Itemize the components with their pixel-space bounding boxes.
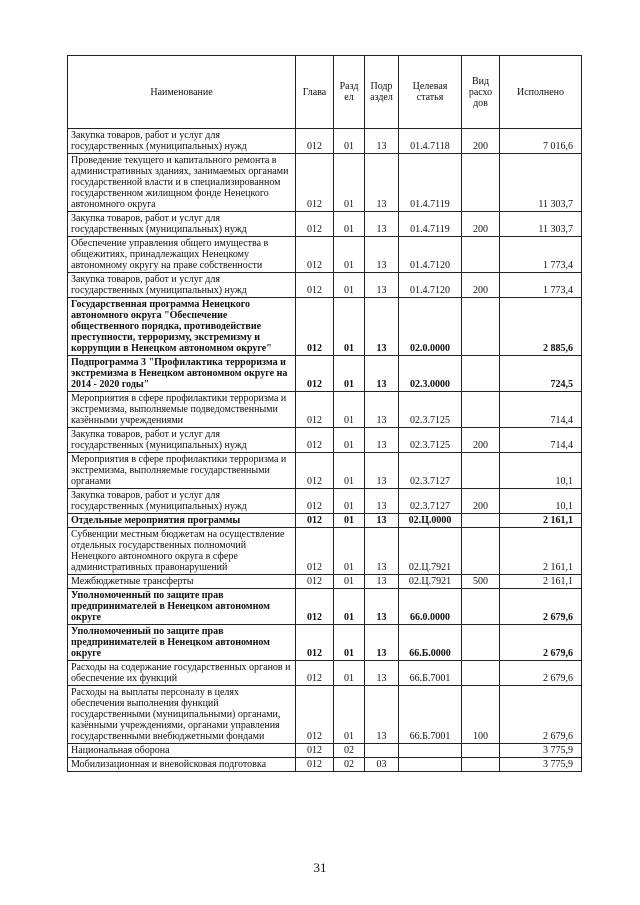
cell-celevaya: 02.3.7125 xyxy=(399,428,462,453)
table-row xyxy=(68,489,582,514)
cell-podrazdel: 13 xyxy=(365,237,399,273)
cell-podrazdel: 13 xyxy=(365,129,399,154)
cell-name: Закупка товаров, работ и услуг для государственных (муниципальных) нужд xyxy=(68,273,296,298)
cell-razdel: 01 xyxy=(334,589,365,625)
cell-glava: 012 xyxy=(296,661,334,686)
cell-name: Национальная оборона xyxy=(68,744,296,758)
cell-podrazdel: 13 xyxy=(365,428,399,453)
header-glava: Глава xyxy=(296,56,334,129)
table-row xyxy=(68,273,582,298)
cell-name: Субвенции местным бюджетам на осуществление отдельных государственных полномочий Ненецкого автономного округа в сфере административных правонарушений xyxy=(68,528,296,575)
cell-glava: 012 xyxy=(296,154,334,212)
cell-name: Отдельные мероприятия программы xyxy=(68,514,296,528)
table-row xyxy=(68,298,582,356)
cell-glava: 012 xyxy=(296,392,334,428)
header-celevaya: Целевая статья xyxy=(399,56,462,129)
cell-name: Государственная программа Ненецкого автономного округа "Обеспечение общественного порядка, противодействие преступности, терроризму, экстремизму и коррупции в Ненецком автономном округе" xyxy=(68,298,296,356)
budget-table xyxy=(67,55,582,772)
cell-ispolneno: 10,1 xyxy=(500,489,582,514)
cell-glava: 012 xyxy=(296,686,334,744)
cell-glava: 012 xyxy=(296,575,334,589)
page-number: 31 xyxy=(313,860,327,875)
cell-razdel: 01 xyxy=(334,298,365,356)
cell-razdel: 01 xyxy=(334,625,365,661)
table-row xyxy=(68,758,582,772)
cell-ispolneno: 11 303,7 xyxy=(500,212,582,237)
cell-podrazdel: 13 xyxy=(365,589,399,625)
cell-vid xyxy=(462,514,500,528)
cell-name: Уполномоченный по защите прав предпринимателей в Ненецком автономном округе xyxy=(68,625,296,661)
cell-glava: 012 xyxy=(296,514,334,528)
table-row xyxy=(68,129,582,154)
cell-ispolneno: 2 161,1 xyxy=(500,528,582,575)
header-podrazdel: Подр аздел xyxy=(365,56,399,129)
cell-vid xyxy=(462,661,500,686)
cell-podrazdel: 13 xyxy=(365,575,399,589)
cell-razdel: 01 xyxy=(334,453,365,489)
cell-ispolneno: 3 775,9 xyxy=(500,758,582,772)
cell-vid xyxy=(462,453,500,489)
table-row xyxy=(68,154,582,212)
cell-glava: 012 xyxy=(296,489,334,514)
cell-glava: 012 xyxy=(296,298,334,356)
cell-glava: 012 xyxy=(296,758,334,772)
cell-celevaya: 01.4.7119 xyxy=(399,154,462,212)
cell-vid xyxy=(462,237,500,273)
cell-vid xyxy=(462,356,500,392)
table-row xyxy=(68,625,582,661)
table-row xyxy=(68,686,582,744)
cell-celevaya: 66.Б.7001 xyxy=(399,661,462,686)
cell-ispolneno: 2 679,6 xyxy=(500,661,582,686)
cell-glava: 012 xyxy=(296,528,334,575)
cell-razdel: 01 xyxy=(334,154,365,212)
cell-podrazdel: 13 xyxy=(365,686,399,744)
cell-ispolneno: 2 885,6 xyxy=(500,298,582,356)
cell-vid: 200 xyxy=(462,428,500,453)
cell-razdel: 01 xyxy=(334,237,365,273)
cell-glava: 012 xyxy=(296,273,334,298)
cell-razdel: 02 xyxy=(334,758,365,772)
table-row xyxy=(68,528,582,575)
header-ispolneno: Исполнено xyxy=(500,56,582,129)
cell-vid xyxy=(462,589,500,625)
cell-name: Подпрограмма 3 "Профилактика терроризма и экстремизма в Ненецком автономном округе на 2014 - 2020 годы" xyxy=(68,356,296,392)
cell-razdel: 01 xyxy=(334,686,365,744)
cell-vid: 200 xyxy=(462,129,500,154)
cell-name: Мобилизационная и вневойсковая подготовка xyxy=(68,758,296,772)
cell-celevaya: 02.Ц.0000 xyxy=(399,514,462,528)
cell-celevaya: 02.3.7127 xyxy=(399,453,462,489)
cell-name: Обеспечение управления общего имущества в общежитиях, принадлежащих Ненецкому автономному округу на праве собственности xyxy=(68,237,296,273)
cell-name: Закупка товаров, работ и услуг для государственных (муниципальных) нужд xyxy=(68,212,296,237)
cell-celevaya xyxy=(399,744,462,758)
cell-name: Проведение текущего и капитального ремонта в административных зданиях, занимаемых органами государственной власти и в специализированном государственном жилищном фонде Ненецкого автономного округа xyxy=(68,154,296,212)
table-row xyxy=(68,453,582,489)
cell-razdel: 01 xyxy=(334,273,365,298)
cell-ispolneno: 2 679,6 xyxy=(500,589,582,625)
header-name: Наименование xyxy=(68,56,296,129)
cell-celevaya: 01.4.7119 xyxy=(399,212,462,237)
cell-ispolneno: 7 016,6 xyxy=(500,129,582,154)
cell-podrazdel: 13 xyxy=(365,154,399,212)
cell-name: Расходы на содержание государственных органов и обеспечение их функций xyxy=(68,661,296,686)
cell-ispolneno: 11 303,7 xyxy=(500,154,582,212)
cell-name: Межбюджетные трансферты xyxy=(68,575,296,589)
table-row xyxy=(68,514,582,528)
cell-podrazdel xyxy=(365,744,399,758)
cell-glava: 012 xyxy=(296,237,334,273)
cell-podrazdel: 13 xyxy=(365,298,399,356)
cell-celevaya: 02.3.0000 xyxy=(399,356,462,392)
cell-glava: 012 xyxy=(296,212,334,237)
cell-celevaya: 66.0.0000 xyxy=(399,589,462,625)
cell-name: Закупка товаров, работ и услуг для государственных (муниципальных) нужд xyxy=(68,129,296,154)
cell-celevaya: 01.4.7120 xyxy=(399,273,462,298)
cell-celevaya: 02.Ц.7921 xyxy=(399,528,462,575)
header-razdel: Разд ел xyxy=(334,56,365,129)
cell-celevaya: 02.0.0000 xyxy=(399,298,462,356)
cell-celevaya xyxy=(399,758,462,772)
cell-name: Уполномоченный по защите прав предпринимателей в Ненецком автономном округе xyxy=(68,589,296,625)
cell-glava: 012 xyxy=(296,744,334,758)
cell-celevaya: 02.3.7127 xyxy=(399,489,462,514)
cell-glava: 012 xyxy=(296,453,334,489)
cell-podrazdel: 13 xyxy=(365,489,399,514)
cell-name: Мероприятия в сфере профилактики терроризма и экстремизма, выполняемые государственными органами xyxy=(68,453,296,489)
cell-ispolneno: 2 161,1 xyxy=(500,575,582,589)
cell-podrazdel: 13 xyxy=(365,356,399,392)
cell-razdel: 02 xyxy=(334,744,365,758)
cell-glava: 012 xyxy=(296,625,334,661)
cell-vid: 100 xyxy=(462,686,500,744)
cell-ispolneno: 2 679,6 xyxy=(500,686,582,744)
cell-vid xyxy=(462,392,500,428)
cell-glava: 012 xyxy=(296,356,334,392)
cell-vid: 200 xyxy=(462,489,500,514)
table-row xyxy=(68,575,582,589)
cell-ispolneno: 1 773,4 xyxy=(500,273,582,298)
cell-podrazdel: 13 xyxy=(365,661,399,686)
cell-razdel: 01 xyxy=(334,661,365,686)
cell-podrazdel: 13 xyxy=(365,392,399,428)
cell-razdel: 01 xyxy=(334,489,365,514)
cell-name: Мероприятия в сфере профилактики терроризма и экстремизма, выполняемые подведомственными казёнными учреждениями xyxy=(68,392,296,428)
cell-glava: 012 xyxy=(296,129,334,154)
cell-name: Закупка товаров, работ и услуг для государственных (муниципальных) нужд xyxy=(68,428,296,453)
cell-vid: 500 xyxy=(462,575,500,589)
cell-celevaya: 01.4.7118 xyxy=(399,129,462,154)
cell-ispolneno: 714,4 xyxy=(500,392,582,428)
cell-razdel: 01 xyxy=(334,129,365,154)
cell-razdel: 01 xyxy=(334,212,365,237)
cell-name: Закупка товаров, работ и услуг для государственных (муниципальных) нужд xyxy=(68,489,296,514)
cell-celevaya: 01.4.7120 xyxy=(399,237,462,273)
cell-ispolneno: 2 679,6 xyxy=(500,625,582,661)
cell-vid xyxy=(462,298,500,356)
cell-vid xyxy=(462,625,500,661)
cell-vid: 200 xyxy=(462,273,500,298)
cell-glava: 012 xyxy=(296,428,334,453)
table-row xyxy=(68,356,582,392)
cell-razdel: 01 xyxy=(334,392,365,428)
cell-razdel: 01 xyxy=(334,428,365,453)
table-header-row xyxy=(68,56,582,129)
header-vid: Вид расхо дов xyxy=(462,56,500,129)
cell-celevaya: 66.Б.0000 xyxy=(399,625,462,661)
cell-ispolneno: 10,1 xyxy=(500,453,582,489)
cell-vid xyxy=(462,528,500,575)
table-row xyxy=(68,212,582,237)
cell-razdel: 01 xyxy=(334,575,365,589)
cell-celevaya: 02.Ц.7921 xyxy=(399,575,462,589)
cell-ispolneno: 2 161,1 xyxy=(500,514,582,528)
cell-celevaya: 02.3.7125 xyxy=(399,392,462,428)
cell-podrazdel: 13 xyxy=(365,212,399,237)
cell-vid: 200 xyxy=(462,212,500,237)
cell-razdel: 01 xyxy=(334,514,365,528)
cell-vid xyxy=(462,758,500,772)
cell-razdel: 01 xyxy=(334,528,365,575)
table-row xyxy=(68,744,582,758)
cell-celevaya: 66.Б.7001 xyxy=(399,686,462,744)
cell-vid xyxy=(462,154,500,212)
cell-podrazdel: 13 xyxy=(365,528,399,575)
table-row xyxy=(68,237,582,273)
table-row xyxy=(68,392,582,428)
cell-ispolneno: 714,4 xyxy=(500,428,582,453)
cell-razdel: 01 xyxy=(334,356,365,392)
cell-podrazdel: 13 xyxy=(365,273,399,298)
cell-ispolneno: 1 773,4 xyxy=(500,237,582,273)
cell-name: Расходы на выплаты персоналу в целях обеспечения выполнения функций государственными (муниципальными) органами, казёнными учреждениями, органами управления государственными внебюджетными фондами xyxy=(68,686,296,744)
cell-ispolneno: 3 775,9 xyxy=(500,744,582,758)
cell-podrazdel: 13 xyxy=(365,514,399,528)
table-row xyxy=(68,428,582,453)
cell-podrazdel: 03 xyxy=(365,758,399,772)
cell-vid xyxy=(462,744,500,758)
cell-podrazdel: 13 xyxy=(365,625,399,661)
cell-glava: 012 xyxy=(296,589,334,625)
table-row xyxy=(68,661,582,686)
cell-podrazdel: 13 xyxy=(365,453,399,489)
cell-ispolneno: 724,5 xyxy=(500,356,582,392)
table-row xyxy=(68,589,582,625)
